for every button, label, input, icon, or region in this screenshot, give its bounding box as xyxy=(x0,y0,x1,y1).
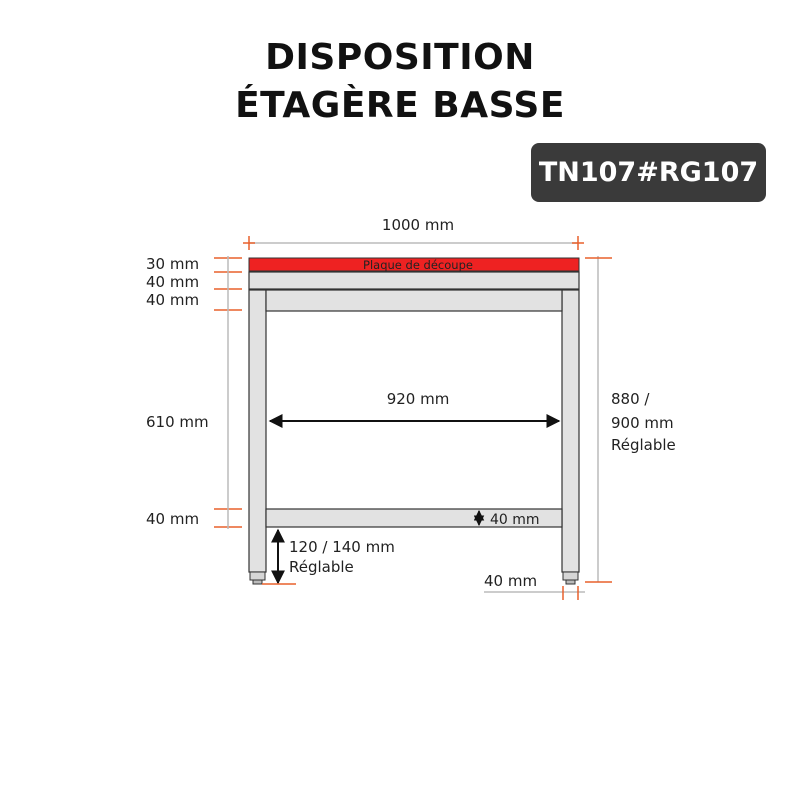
dim-30mm: 30 mm xyxy=(146,255,200,273)
title-line-1: DISPOSITION xyxy=(265,37,535,78)
cutting-board-label: Plaque de découpe xyxy=(363,258,473,272)
dim-40mm-top: 40 mm xyxy=(146,273,200,291)
title-line-2: ÉTAGÈRE BASSE xyxy=(235,85,565,126)
left-leg xyxy=(249,290,266,572)
foot-height-label-2: Réglable xyxy=(289,558,354,576)
foot-height-label-1: 120 / 140 mm xyxy=(289,538,395,556)
leg-width-label: 40 mm xyxy=(484,572,538,590)
left-foot xyxy=(250,572,265,584)
height-label-3: Réglable xyxy=(611,436,676,454)
total-height-dimension xyxy=(585,256,612,582)
top-width-label: 1000 mm xyxy=(381,216,455,234)
dim-40mm-shelf: 40 mm xyxy=(146,510,200,528)
right-foot xyxy=(563,572,578,584)
top-width-dimension xyxy=(243,236,584,250)
table-top xyxy=(249,272,579,289)
upper-crossbar xyxy=(266,290,562,311)
dim-40mm-crossbar: 40 mm xyxy=(146,291,200,309)
height-label-2: 900 mm xyxy=(611,414,674,432)
dim-610mm: 610 mm xyxy=(146,413,209,431)
reference-badge: TN107#RG107 xyxy=(531,143,766,202)
shelf-thickness-label: 40 mm xyxy=(490,512,540,528)
inner-width-label: 920 mm xyxy=(386,390,450,408)
height-label-1: 880 / xyxy=(611,390,650,408)
right-leg xyxy=(562,290,579,572)
